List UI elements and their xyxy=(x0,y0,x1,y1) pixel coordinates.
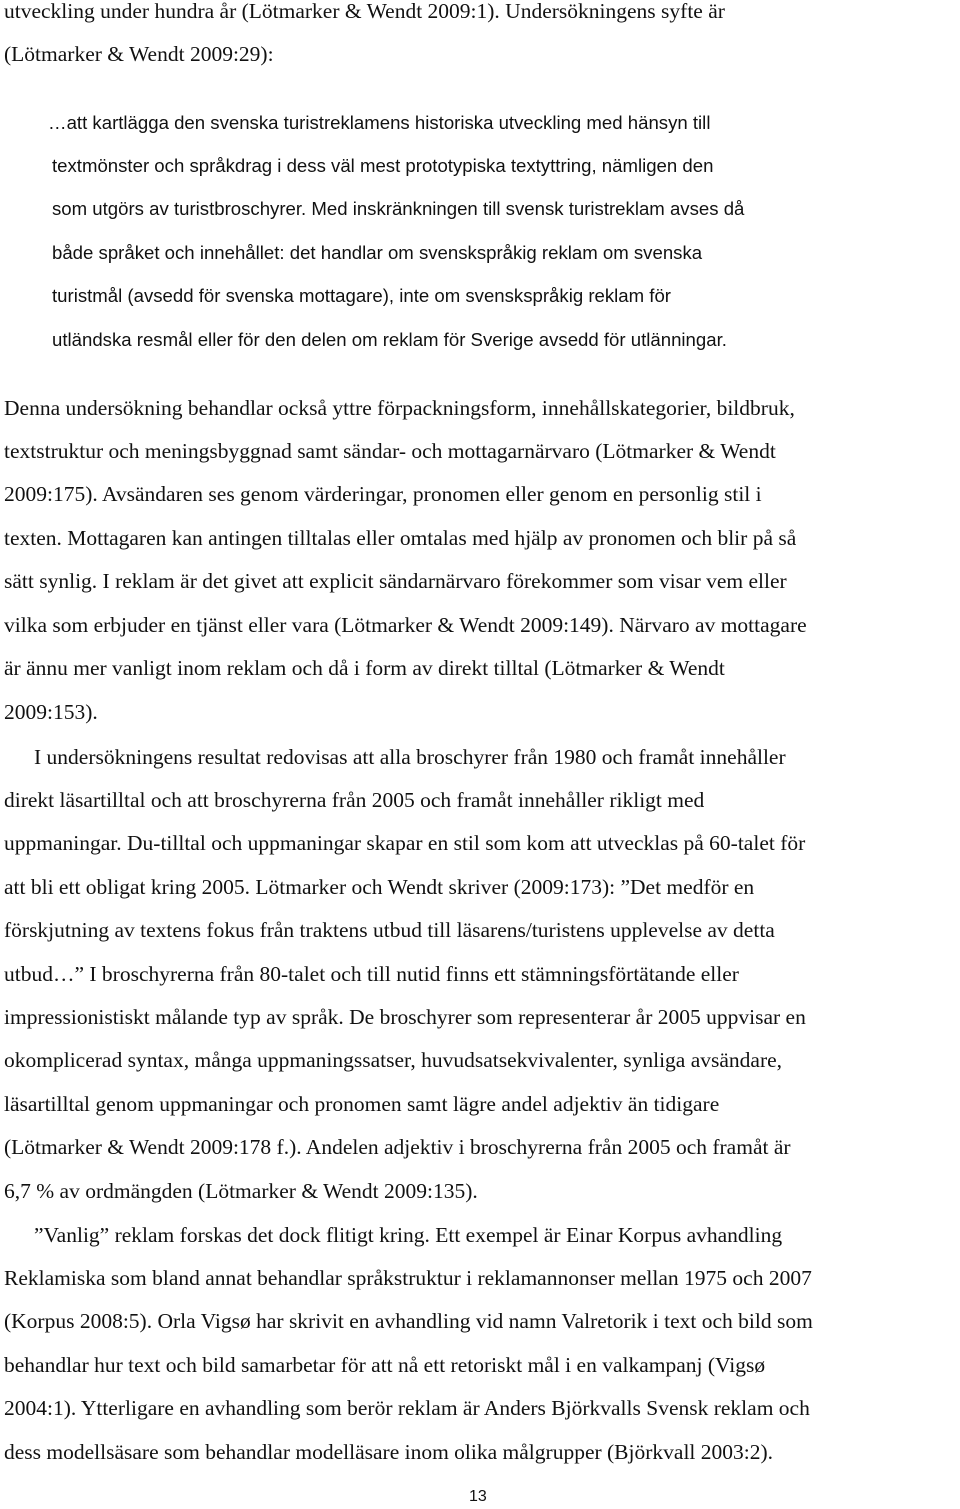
paragraph-line: (Lötmarker & Wendt 2009:178 f.). Andelen adjektiv i broschyrerna från 2005 och framåt är xyxy=(4,1135,791,1159)
paragraph-line: 2004:1). Ytterligare en avhandling som berör reklam är Anders Björkvalls Svensk reklam och xyxy=(4,1396,810,1420)
paragraph-line: läsartilltal genom uppmaningar och pronomen samt lägre andel adjektiv än tidigare xyxy=(4,1092,720,1116)
paragraph-line: texten. Mottagaren kan antingen tilltalas eller omtalas med hjälp av pronomen och blir på så xyxy=(4,526,797,550)
paragraph-line: okomplicerad syntax, många uppmaningssatser, huvudsatsekvivalenter, synliga avsändare, xyxy=(4,1048,783,1072)
paragraph-line: 2009:153). xyxy=(4,700,98,724)
paragraph-line: dess modellsäsare som behandlar modelläsare inom olika målgrupper (Björkvall 2003:2). xyxy=(4,1440,774,1464)
intro-line: (Lötmarker & Wendt 2009:29): xyxy=(4,42,274,66)
paragraph-line: uppmaningar. Du-tilltal och uppmaningar skapar en stil som kom att utvecklas på 60-talet för xyxy=(4,831,806,855)
quote-line: som utgörs av turistbroschyrer. Med inskränkningen till svensk turistreklam avses då xyxy=(52,198,745,219)
paragraph-line: ”Vanlig” reklam forskas det dock flitigt kring. Ett exempel är Einar Korpus avhandling xyxy=(34,1223,783,1247)
paragraph-line: I undersökningens resultat redovisas att alla broschyrer från 1980 och framåt innehåller xyxy=(34,745,786,769)
intro-line: utveckling under hundra år (Lötmarker & Wendt 2009:1). Undersökningens syfte är xyxy=(4,0,725,23)
quote-line: textmönster och språkdrag i dess väl mest prototypiska textyttring, nämligen den xyxy=(52,155,714,176)
paragraph-line: är ännu mer vanligt inom reklam och då i form av direkt tilltal (Lötmarker & Wendt xyxy=(4,656,725,680)
page-number: 13 xyxy=(469,1488,487,1505)
quote-line: …att kartlägga den svenska turistreklamens historiska utveckling med hänsyn till xyxy=(48,112,711,133)
quote-line: utländska resmål eller för den delen om reklam för Sverige avsedd för utlänningar. xyxy=(52,329,727,350)
quote-line: turistmål (avsedd för svenska mottagare), inte om svenskspråkig reklam för xyxy=(52,285,671,306)
paragraph-line: utbud…” I broschyrerna från 80-talet och till nutid finns ett stämningsförtätande eller xyxy=(4,962,739,986)
paragraph-line: sätt synlig. I reklam är det givet att explicit sändarnärvaro förekommer som visar vem eller xyxy=(4,569,787,593)
paragraph-line: behandlar hur text och bild samarbetar för att nå ett retoriskt mål i en valkampanj (Vigsø xyxy=(4,1353,766,1377)
paragraph-line: att bli ett obligat kring 2005. Lötmarker och Wendt skriver (2009:173): ”Det medför en xyxy=(4,875,755,899)
paragraph-line: förskjutning av textens fokus från traktens utbud till läsarens/turistens upplevelse av detta xyxy=(4,918,775,942)
paragraph-line: Reklamiska som bland annat behandlar språkstruktur i reklamannonser mellan 1975 och 2007 xyxy=(4,1266,812,1290)
paragraph-line: impressionistiskt målande typ av språk. De broschyrer som representerar år 2005 uppvisar en xyxy=(4,1005,806,1029)
paragraph-line: vilka som erbjuder en tjänst eller vara (Lötmarker & Wendt 2009:149). Närvaro av mottagare xyxy=(4,613,807,637)
paragraph-line: textstruktur och meningsbyggnad samt sändar- och mottagarnärvaro (Lötmarker & Wendt xyxy=(4,439,776,463)
quote-line: både språket och innehållet: det handlar om svenskspråkig reklam om svenska xyxy=(52,242,703,263)
paragraph-line: Denna undersökning behandlar också yttre förpackningsform, innehållskategorier, bildbruk, xyxy=(4,396,795,420)
paragraph-line: (Korpus 2008:5). Orla Vigsø har skrivit en avhandling vid namn Valretorik i text och bild som xyxy=(4,1309,813,1333)
paragraph-line: 2009:175). Avsändaren ses genom värderingar, pronomen eller genom en personlig stil i xyxy=(4,482,762,506)
paragraph-line: direkt läsartilltal och att broschyrerna från 2005 och framåt innehåller rikligt med xyxy=(4,788,705,812)
paragraph-line: 6,7 % av ordmängden (Lötmarker & Wendt 2009:135). xyxy=(4,1179,478,1203)
